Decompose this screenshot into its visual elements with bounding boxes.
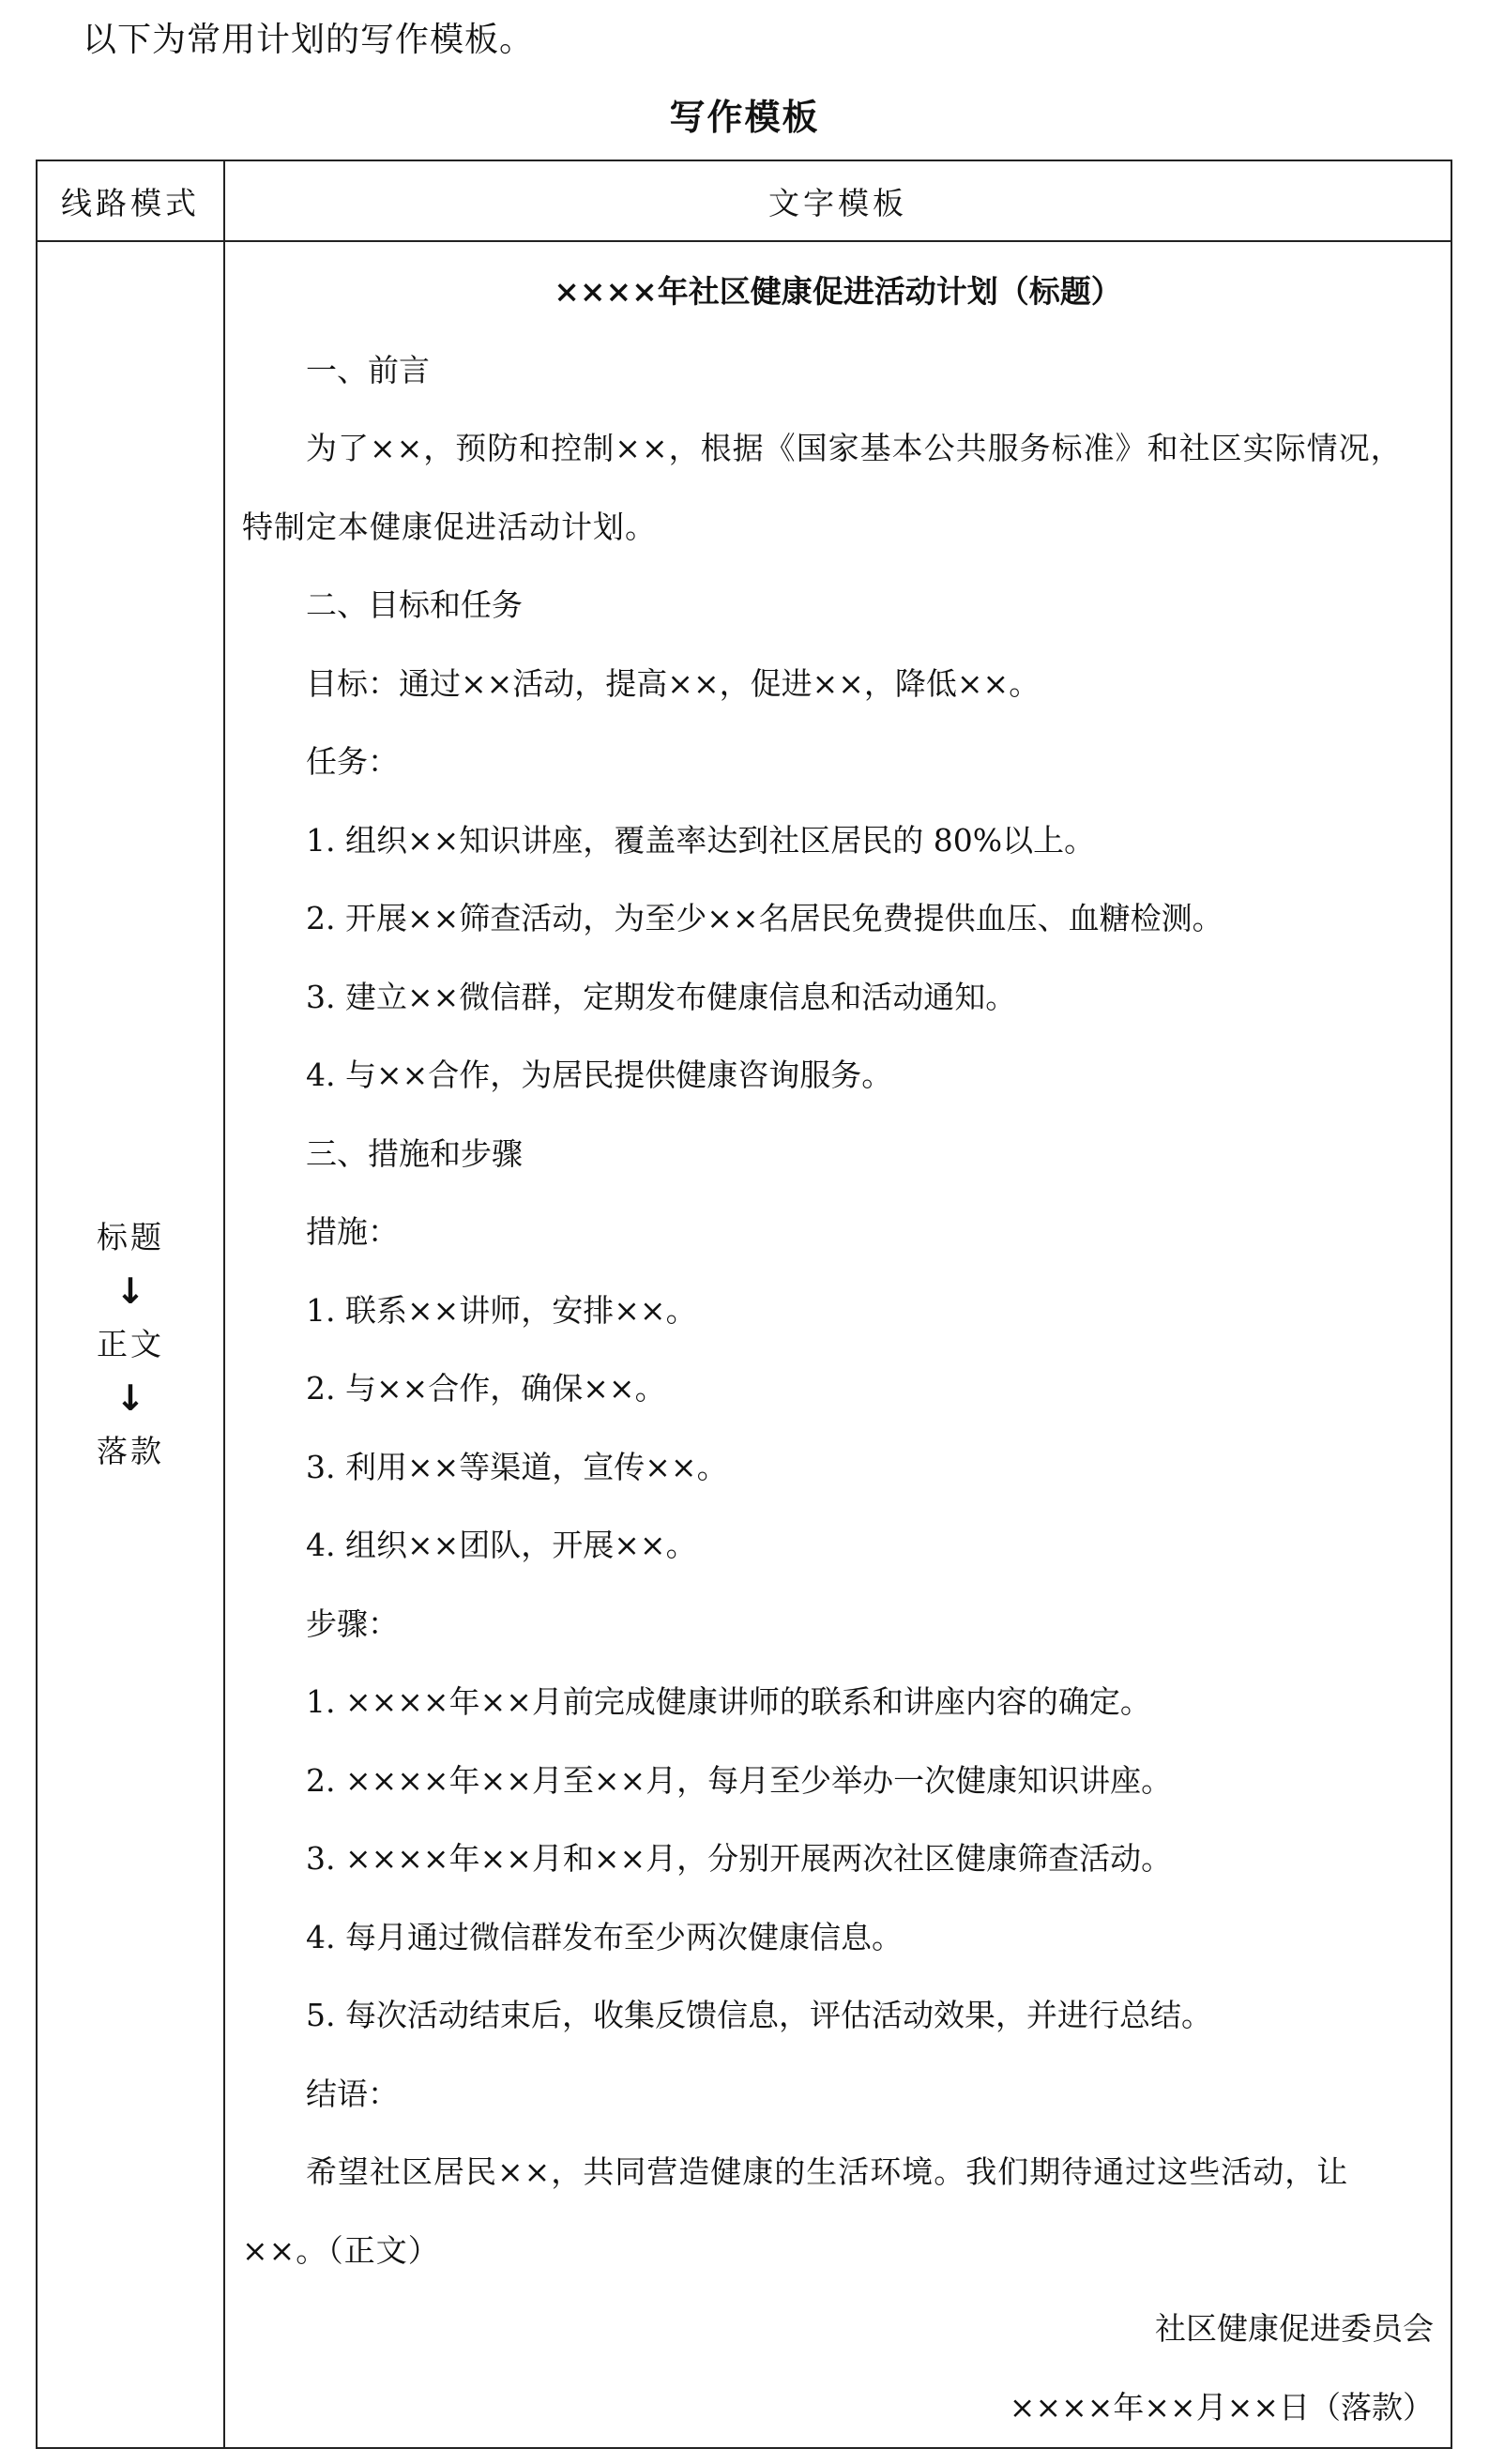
conclusion-text: 希望社区居民××，共同营造健康的生活环境。我们期待通过这些活动，让××。（正文） bbox=[242, 2153, 1349, 2269]
down-arrow-icon: ↓ bbox=[115, 1270, 145, 1312]
flow-step-title: 标题 bbox=[97, 1219, 164, 1255]
section-title-preface: 一、前言 bbox=[306, 351, 430, 388]
document-title: 写作模板 bbox=[669, 96, 820, 138]
measure-item: 4. 组织××团队，开展××。 bbox=[306, 1527, 697, 1563]
template-table bbox=[36, 160, 1452, 2449]
header-text-template: 文字模板 bbox=[224, 160, 1451, 241]
template-content-cell bbox=[224, 241, 1451, 2448]
measure-item: 3. 利用××等渠道，宣传××。 bbox=[306, 1448, 728, 1485]
flow-cell bbox=[37, 241, 224, 2448]
measure-item: 1. 联系××讲师，安排××。 bbox=[306, 1291, 697, 1329]
step-item: 5. 每次活动结束后，收集反馈信息，评估活动效果，并进行总结。 bbox=[306, 1997, 1212, 2033]
step-item: 3. ××××年××月和××月，分别开展两次社区健康筛查活动。 bbox=[306, 1840, 1173, 1877]
table-header-row bbox=[37, 160, 1451, 241]
flow-step-signature: 落款 bbox=[97, 1433, 164, 1469]
header-route-mode: 线路模式 bbox=[37, 160, 224, 241]
step-item: 2. ××××年××月至××月，每月至少举办一次健康知识讲座。 bbox=[306, 1761, 1173, 1799]
intro-text: 以下为常用计划的写作模板。 bbox=[83, 21, 535, 59]
down-arrow-icon: ↓ bbox=[115, 1377, 145, 1419]
section-title-measures: 三、措施和步骤 bbox=[306, 1134, 523, 1172]
step-item: 4. 每月通过微信群发布至少两次健康信息。 bbox=[306, 1918, 903, 1955]
step-item: 1. ××××年××月前完成健康讲师的联系和讲座内容的确定。 bbox=[306, 1683, 1151, 1720]
table-body-row bbox=[37, 241, 1451, 2448]
conclusion-label: 结语： bbox=[306, 2075, 399, 2112]
task-item: 4. 与××合作，为居民提供健康咨询服务。 bbox=[306, 1057, 893, 1093]
section-title-goals: 二、目标和任务 bbox=[306, 586, 523, 623]
task-item: 1. 组织××知识讲座，覆盖率达到社区居民的 80%以上。 bbox=[306, 821, 1096, 859]
tasks-label: 任务： bbox=[306, 743, 399, 780]
preface-text: 为了××，预防和控制××，根据《国家基本公共服务标准》和社区实际情况，特制定本健康促进活动计划。 bbox=[242, 430, 1403, 545]
task-item: 3. 建立××微信群，定期发布健康信息和活动通知。 bbox=[306, 978, 1017, 1015]
measure-item: 2. 与××合作，确保××。 bbox=[306, 1370, 666, 1407]
measures-label: 措施： bbox=[306, 1213, 399, 1250]
steps-label: 步骤： bbox=[306, 1605, 399, 1642]
goal-text: 目标：通过××活动，提高××，促进××，降低××。 bbox=[306, 664, 1041, 702]
plan-heading: ××××年社区健康促进活动计划（标题） bbox=[554, 273, 1122, 310]
signature-organization: 社区健康促进委员会 bbox=[1155, 2310, 1434, 2347]
flow-step-body: 正文 bbox=[97, 1326, 164, 1362]
signature-date: ××××年××月××日（落款） bbox=[1009, 2388, 1434, 2426]
task-item: 2. 开展××筛查活动，为至少××名居民免费提供血压、血糖检测。 bbox=[306, 900, 1223, 936]
